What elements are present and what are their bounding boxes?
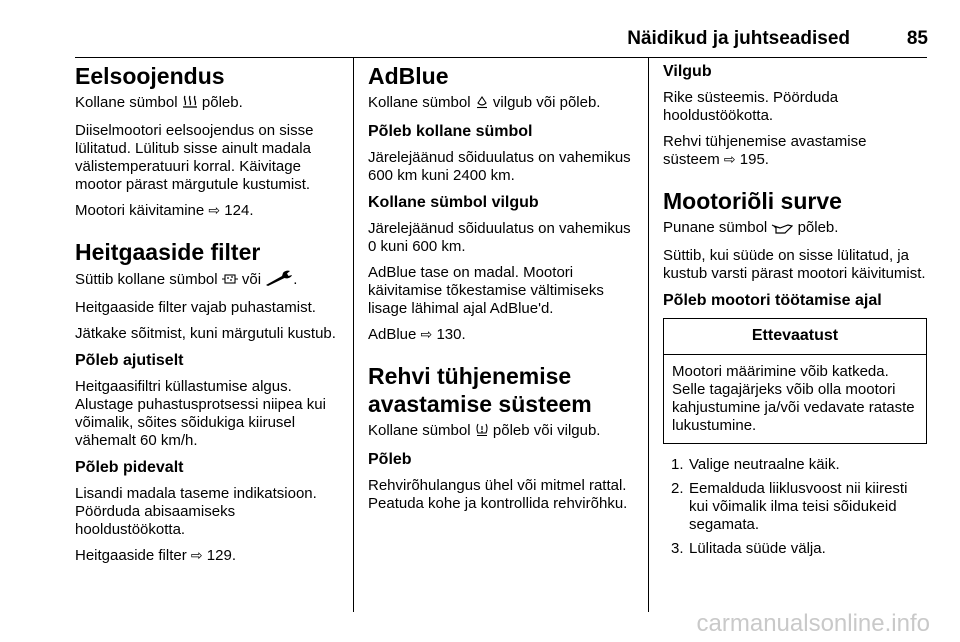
page-header: [0, 28, 960, 58]
cross-reference[interactable]: [368, 326, 638, 344]
section-title-adblue: AdBlue: [368, 63, 449, 89]
watermark: carmanualsonline.info: [696, 610, 930, 637]
page-ref: 130.: [432, 326, 466, 343]
subheading: Põleb: [368, 451, 412, 468]
text: Kollane sümbol: [75, 94, 182, 111]
tire-pressure-icon: [475, 422, 489, 442]
column-left: [75, 62, 343, 573]
column-right: [663, 62, 927, 564]
reference-arrow-icon: ⇨: [208, 203, 221, 219]
header-rule: [75, 57, 927, 58]
glow-plug-icon: [182, 94, 198, 114]
column-divider-1: [353, 58, 354, 612]
text: Rehvi tühjenemise avastamise süsteem: [663, 133, 867, 168]
paragraph: [368, 422, 638, 442]
particulate-filter-icon: [222, 272, 238, 291]
section-title-tire-deflation: Rehvi tühjenemise avastamise süsteem: [368, 363, 592, 417]
oil-can-icon: [771, 221, 793, 239]
column-middle: [368, 62, 638, 521]
page-ref: 195.: [735, 151, 769, 168]
paragraph: Heitgaasifiltri küllastumise algus. Alustage puhastusprotsessi niipea kui võimalik, sõites sõidukiga kiirusel vähemalt 60 km/h.: [75, 378, 326, 449]
subheading: Vilgub: [663, 63, 712, 80]
paragraph: Süttib, kui süüde on sisse lülitatud, ja kustub varsti pärast mootori käivitumist.: [663, 247, 926, 282]
text: AdBlue: [368, 326, 421, 343]
paragraph: [663, 219, 927, 239]
text: või: [237, 271, 266, 288]
paragraph: Järelejäänud sõiduulatus on vahemikus 0 kuni 600 km.: [368, 220, 631, 255]
section-title-preheating: Eelsoojendus: [75, 63, 225, 89]
reference-arrow-icon: ⇨: [420, 327, 433, 343]
subheading: Põleb mootori töötamise ajal: [663, 292, 882, 309]
caution-body: Mootori määrimine võib katkeda. Selle tagajärjeks võib olla mootori kahjustumine ja/või vedavate rataste lukustumine.: [672, 363, 915, 434]
page-number: 85: [906, 28, 928, 49]
step-text: Eemalduda liiklusvoost nii kiiresti kui võimalik ilma teisi sõidukeid segamata.: [689, 480, 908, 533]
paragraph: Rike süsteemis. Pöörduda hooldustöökotta.: [663, 89, 839, 124]
page-ref: 129.: [202, 547, 237, 564]
list-item: [663, 456, 927, 474]
list-item: [663, 540, 927, 558]
paragraph: Heitgaaside filter vajab puhastamist.: [75, 299, 316, 316]
caution-title: Ettevaatust: [664, 319, 926, 355]
text: põleb või vilgub.: [488, 422, 601, 439]
text: põleb.: [197, 94, 243, 111]
subheading: Kollane sümbol vilgub: [368, 194, 539, 211]
paragraph: [75, 94, 343, 114]
step-number: 2.: [671, 480, 684, 497]
paragraph: Diiselmootori eelsoojendus on sisse lülitatud. Lülitub sisse ainult madala välistemperatuuri korral. Käivitage mootor pärast märgutule kustumist.: [75, 122, 314, 193]
text: Mootori käivitamine: [75, 202, 209, 219]
subheading: Põleb ajutiselt: [75, 352, 184, 369]
paragraph: Järelejäänud sõiduulatus on vahemikus 600 km kuni 2400 km.: [368, 149, 631, 184]
paragraph: [368, 94, 638, 114]
text: põleb.: [793, 219, 839, 236]
section-title-oil-pressure: Mootoriõli surve: [663, 188, 842, 214]
cross-reference[interactable]: [75, 547, 343, 565]
cross-reference[interactable]: [75, 202, 343, 220]
step-list: [663, 456, 927, 558]
caution-box: [663, 318, 927, 444]
text: Punane sümbol: [663, 219, 772, 236]
list-item: [663, 480, 927, 534]
paragraph: Rehvirõhulangus ühel või mitmel rattal. Peatuda kohe ja kontrollida rehvirõhku.: [368, 477, 628, 512]
cross-reference[interactable]: [663, 133, 927, 169]
paragraph: [75, 270, 343, 291]
subheading: Põleb pidevalt: [75, 459, 184, 476]
text: Kollane sümbol: [368, 422, 475, 439]
subheading: Põleb kollane sümbol: [368, 123, 533, 140]
step-text: Lülitada süüde välja.: [689, 540, 826, 557]
text: Süttib kollane sümbol: [75, 271, 222, 288]
step-number: 1.: [671, 456, 684, 473]
page-ref: 124.: [220, 202, 254, 219]
section-title-exhaust-filter: Heitgaaside filter: [75, 239, 261, 265]
paragraph: Lisandi madala taseme indikatsioon. Pöörduda abisaamiseks hooldustöökotta.: [75, 485, 317, 538]
paragraph: AdBlue tase on madal. Mootori käivitamise tõkestamise vältimiseks lisage lähimal ajal AdBlue'd.: [368, 264, 604, 317]
text: Kollane sümbol: [368, 94, 475, 111]
step-text: Valige neutraalne käik.: [689, 456, 840, 473]
paragraph: Jätkake sõitmist, kuni märgutuli kustub.: [75, 325, 336, 342]
text: Heitgaaside filter: [75, 547, 191, 564]
text: vilgub või põleb.: [488, 94, 601, 111]
reference-arrow-icon: ⇨: [190, 548, 203, 564]
adblue-icon: [475, 95, 489, 114]
step-number: 3.: [671, 540, 684, 557]
reference-arrow-icon: ⇨: [723, 152, 736, 168]
text: .: [293, 271, 298, 288]
column-divider-2: [648, 58, 649, 612]
running-header-title: Näidikud ja juhtseadised: [627, 28, 850, 49]
wrench-icon: [265, 270, 293, 291]
